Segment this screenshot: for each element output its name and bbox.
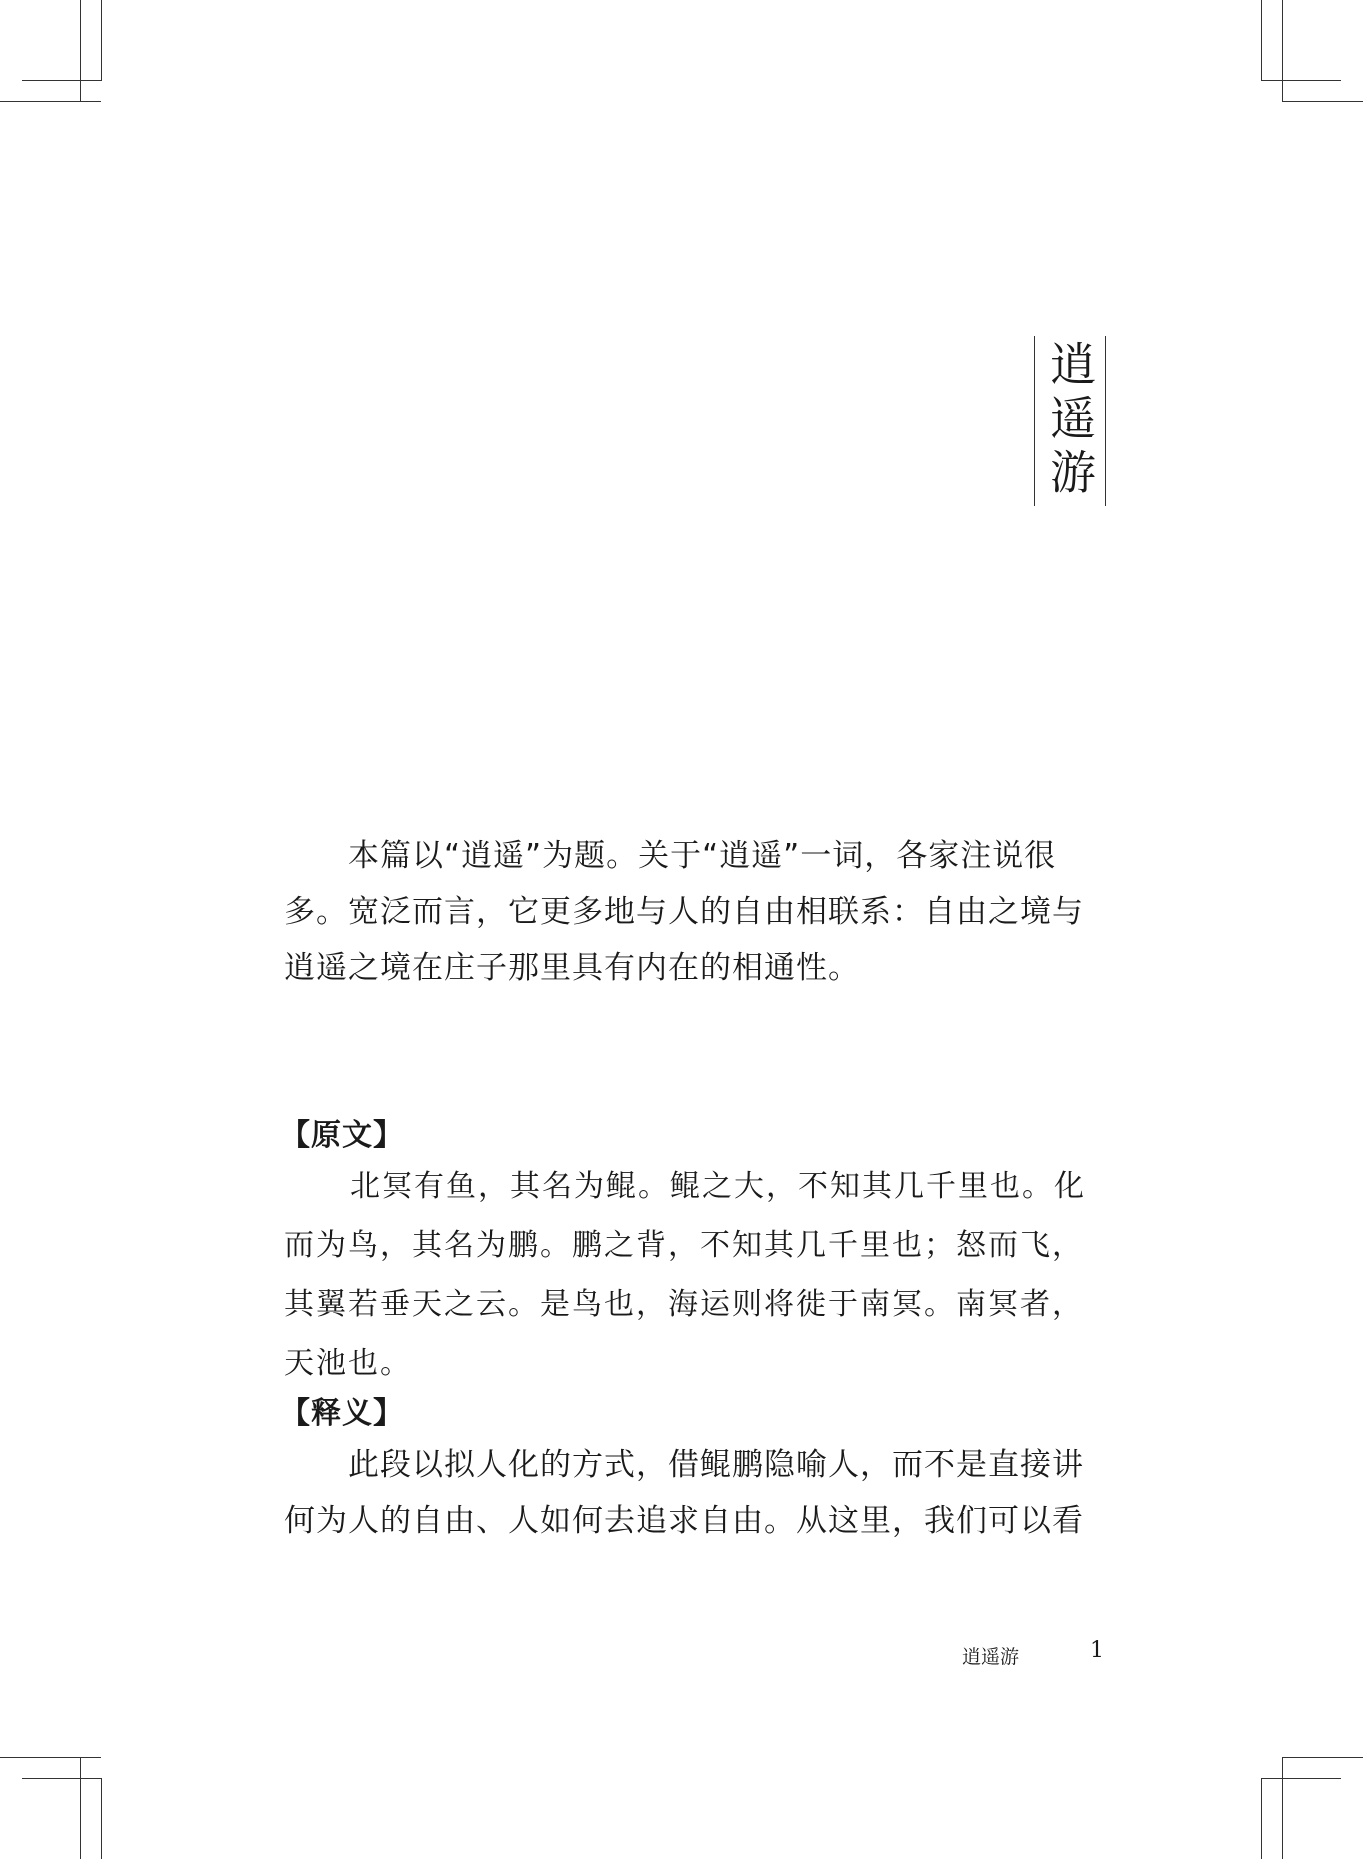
intro-paragraph: 本篇以“逍遥”为题。关于“逍遥”一词，各家注说很多。宽泛而言，它更多地与人的自由相联系：自由之境与逍遥之境在庄子那里具有内在的相通性。	[284, 838, 1084, 986]
page-number: 1	[1090, 1638, 1104, 1663]
crop-mark	[1261, 1778, 1341, 1779]
crop-mark	[1282, 1757, 1283, 1859]
crop-mark	[1261, 80, 1341, 81]
crop-mark	[80, 0, 81, 102]
interpretation-paragraph: 此段以拟人化的方式，借鲲鹏隐喻人，而不是直接讲何为人的自由、人如何去追求自由。从这里，我们可以看	[284, 1447, 1084, 1539]
crop-mark	[1282, 101, 1363, 102]
crop-mark	[1282, 0, 1283, 102]
section-heading-interpretation: 【释义】	[280, 1396, 404, 1431]
crop-mark	[1261, 0, 1262, 80]
chapter-title: 逍遥游	[1043, 340, 1097, 502]
running-footer-title: 逍遥游	[962, 1646, 1020, 1668]
crop-mark	[101, 1778, 102, 1859]
crop-mark	[0, 1757, 101, 1758]
original-text-paragraph: 北冥有鱼，其名为鲲。鲲之大，不知其几千里也。化而为鸟，其名为鹏。鹏之背，不知其几千里也；怒而飞，其翼若垂天之云。是鸟也，海运则将徙于南冥。南冥者，天池也。	[284, 1169, 1086, 1381]
section-heading-original: 【原文】	[280, 1118, 404, 1153]
crop-mark	[1261, 1778, 1262, 1859]
crop-mark	[80, 1757, 81, 1859]
crop-mark	[22, 80, 102, 81]
crop-mark	[101, 0, 102, 80]
crop-mark	[0, 101, 101, 102]
crop-mark	[1282, 1757, 1363, 1758]
chapter-title-box	[1034, 336, 1106, 506]
crop-mark	[22, 1778, 102, 1779]
